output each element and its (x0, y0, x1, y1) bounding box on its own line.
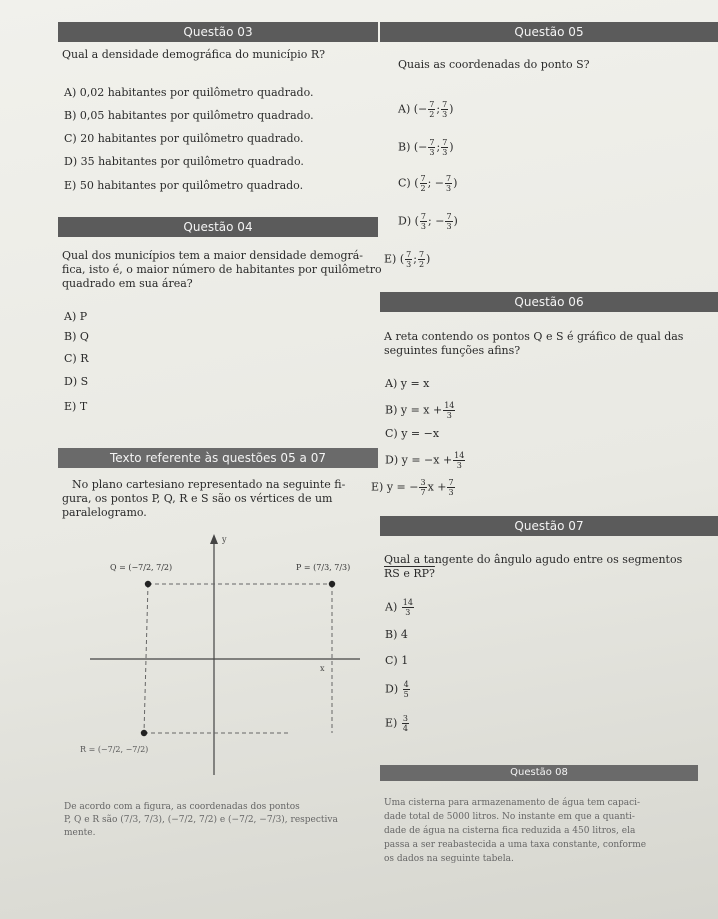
q05-option-e-y: $\frac{7}{2}$ (418, 250, 425, 269)
q05-option-c-letter: C) (398, 176, 411, 190)
texto-note-line2: P, Q e R são (7/3, 7/3), (−7/2, 7/2) e (−7/2, −7/3), respectiva (64, 815, 338, 825)
y-axis-arrow (210, 534, 218, 544)
q05-option-c-close: ) (453, 176, 458, 190)
q03-option-c[interactable]: C) 20 habitantes por quilômetro quadrado. (64, 132, 304, 145)
q05-option-d-letter: D) (398, 214, 412, 228)
q05-option-d-sep: ; − (428, 214, 445, 228)
texto-header: Texto referente às questões 05 a 07 (58, 448, 378, 468)
q08-text-line2: dade total de 5000 litros. No instante em que a quanti- (384, 812, 635, 822)
q05-option-b-x: $\frac{7}{3}$ (429, 138, 435, 157)
q03-option-b[interactable]: B) 0,05 habitantes por quilômetro quadrado. (64, 109, 314, 122)
texto-line3: paralelogramo. (62, 506, 147, 519)
q05-option-a-sep: ; (436, 102, 441, 116)
q08-text-line5: os dados na seguinte tabela. (384, 854, 514, 864)
label-point-p: P = (7/3, 7/3) (296, 563, 351, 572)
label-point-q: Q = (−7/2, 7/2) (110, 563, 173, 572)
x-axis-label: x (320, 664, 325, 673)
point-q (145, 581, 151, 587)
q08-text-line4: passa a ser reabastecida a uma taxa constante, conforme (384, 840, 647, 850)
q04-prompt-line2: fica, isto é, o maior número de habitantes por quilômetro (62, 263, 382, 276)
q05-option-a-x: $\frac{7}{2}$ (429, 100, 435, 119)
q07-option-a-letter: A) (385, 600, 398, 614)
q07-option-c[interactable]: C) 1 (385, 654, 409, 667)
q05-option-b-y: $\frac{7}{3}$ (442, 138, 448, 157)
q05-option-c-sep: ; − (427, 176, 445, 190)
q07-option-e[interactable] (385, 714, 410, 733)
q07-option-d[interactable] (385, 680, 411, 699)
q05-prompt: Quais as coordenadas do ponto S? (398, 58, 590, 71)
q05-option-b-open: (− (413, 140, 428, 154)
q05-option-a-close: ) (449, 102, 454, 116)
q06-option-a[interactable]: A) y = x (385, 377, 430, 390)
q03-prompt: Qual a densidade demográfica do município R? (62, 48, 326, 61)
q07-header: Questão 07 (380, 516, 718, 536)
q04-option-d[interactable]: D) S (64, 375, 89, 388)
point-r (141, 730, 147, 736)
q06-prompt-line2: seguintes funções afins? (384, 344, 521, 357)
q06-option-e[interactable] (371, 478, 456, 497)
q04-option-b[interactable]: B) Q (64, 330, 89, 343)
q05-option-e-close: ) (426, 252, 431, 266)
q07-prompt-line1: Qual a tangente do ângulo agudo entre os segmentos (384, 553, 683, 566)
q03-header: Questão 03 (58, 22, 378, 42)
texto-note-line3: mente. (64, 828, 96, 838)
q05-option-b-sep: ; (436, 140, 441, 154)
q07-option-b[interactable]: B) 4 (385, 628, 408, 641)
q03-option-d[interactable]: D) 35 habitantes por quilômetro quadrado. (64, 155, 304, 168)
q05-option-e-x: $\frac{7}{3}$ (406, 250, 412, 269)
q06-option-d[interactable] (385, 451, 466, 470)
q05-option-d-y: $\frac{7}{3}$ (446, 212, 452, 231)
q07-option-a[interactable] (385, 598, 415, 617)
q05-option-e-letter: E) (384, 252, 397, 266)
point-p (329, 581, 335, 587)
q05-option-e-sep: ; (413, 252, 417, 266)
q07-option-e-frac: $\frac{3}{4}$ (402, 714, 408, 733)
q04-header: Questão 04 (58, 217, 378, 237)
q05-option-c-x: $\frac{7}{2}$ (420, 174, 426, 193)
q05-option-d[interactable] (398, 212, 458, 231)
q04-option-c[interactable]: C) R (64, 352, 89, 365)
q04-prompt-line3: quadrado em sua área? (62, 277, 193, 290)
q06-option-b[interactable] (385, 401, 456, 420)
q05-option-d-x: $\frac{7}{3}$ (420, 212, 427, 231)
q05-option-d-open: ( (414, 214, 419, 228)
q05-option-e-open: ( (399, 252, 405, 266)
q06-option-b-text: B) y = x + (385, 403, 443, 417)
q06-option-e-frac1: $\frac{3}{7}$ (420, 478, 426, 497)
q07-option-a-frac: $\frac{14}{3}$ (402, 598, 413, 617)
q05-option-b-letter: B) (398, 140, 411, 154)
q08-header: Questão 08 (380, 765, 698, 781)
q06-header: Questão 06 (380, 292, 718, 312)
y-axis-label: y (222, 535, 227, 544)
q04-prompt-line1: Qual dos municípios tem a maior densidade demográ- (62, 249, 364, 262)
q06-prompt-line1: A reta contendo os pontos Q e S é gráfico de qual das (384, 330, 684, 343)
q05-option-a-open: (− (413, 102, 428, 116)
q04-option-e[interactable]: E) T (64, 400, 88, 413)
texto-note-line1: De acordo com a figura, as coordenadas dos pontos (64, 802, 300, 812)
q03-option-a[interactable]: A) 0,02 habitantes por quilômetro quadrado. (64, 86, 314, 99)
q05-option-a[interactable] (398, 100, 453, 119)
q06-option-b-frac: $\frac{14}{3}$ (444, 401, 455, 420)
q06-option-e-text: E) y = − (371, 480, 419, 494)
q08-text-line1: Uma cisterna para armazenamento de água tem capaci- (384, 798, 641, 808)
q08-text-line3: dade de água na cisterna fica reduzida a 450 litros, ela (384, 826, 636, 836)
q07-option-e-letter: E) (385, 716, 398, 730)
q07-option-d-letter: D) (385, 682, 399, 696)
q06-option-c[interactable]: C) y = −x (385, 427, 440, 440)
q05-header: Questão 05 (380, 22, 718, 42)
q05-option-d-close: ) (453, 214, 458, 228)
q06-option-d-text: D) y = −x + (385, 453, 453, 467)
q04-option-a[interactable]: A) P (64, 310, 88, 323)
label-point-r: R = (−7/2, −7/2) (80, 745, 149, 754)
q05-option-a-letter: A) (398, 102, 411, 116)
q05-option-e[interactable] (384, 250, 430, 269)
q05-option-b[interactable] (398, 138, 454, 157)
q05-option-c-y: $\frac{7}{3}$ (446, 174, 452, 193)
q06-option-d-frac: $\frac{14}{3}$ (454, 451, 465, 470)
cartesian-figure (70, 530, 370, 780)
texto-line2: gura, os pontos P, Q, R e S são os vértices de um (62, 492, 333, 505)
q05-option-a-y: $\frac{7}{3}$ (442, 100, 448, 119)
q06-option-e-frac2: $\frac{7}{3}$ (448, 478, 454, 497)
q05-option-b-close: ) (449, 140, 454, 154)
q06-option-e-mid: x + (427, 480, 447, 494)
q05-option-c[interactable] (398, 174, 457, 193)
q07-prompt-line2: RS e RP? (384, 567, 435, 580)
q05-option-c-open: ( (414, 176, 419, 190)
q07-option-d-frac: $\frac{4}{5}$ (403, 680, 409, 699)
q03-option-e[interactable]: E) 50 habitantes por quilômetro quadrado. (64, 179, 304, 192)
texto-line1: No plano cartesiano representado na seguinte fi- (72, 478, 346, 491)
